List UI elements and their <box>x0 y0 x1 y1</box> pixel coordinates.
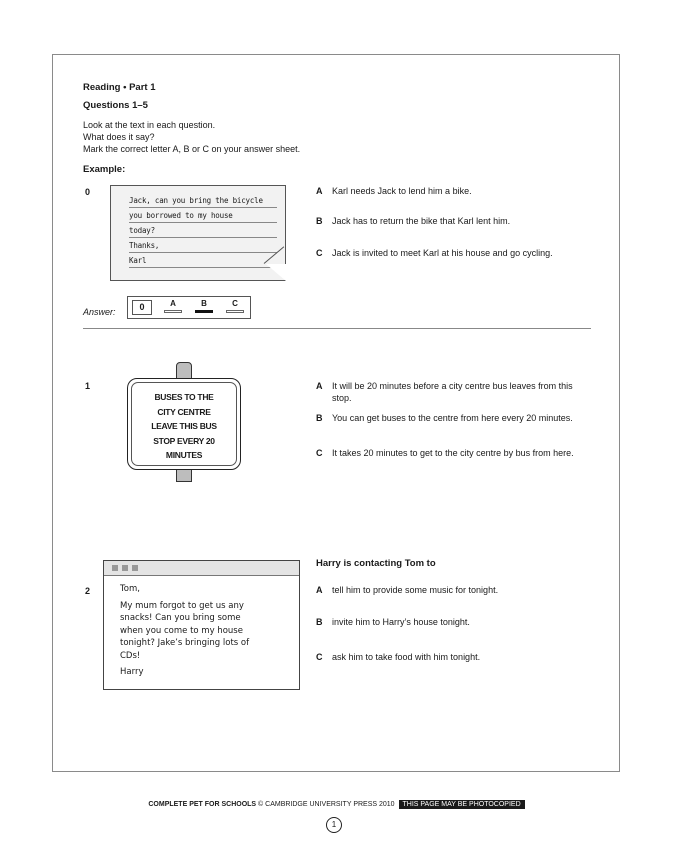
footer-title: COMPLETE PET FOR SCHOOLS <box>148 801 257 808</box>
option-text: It takes 20 minutes to get to the city centre by bus from here. <box>332 448 574 458</box>
option-text: Jack has to return the bike that Karl lent him. <box>332 216 511 226</box>
example-option-a <box>316 186 586 198</box>
instructions <box>83 119 403 155</box>
option-text: ask him to take food with him tonight. <box>332 652 481 662</box>
option-text: Jack is invited to meet Karl at his house and go cycling. <box>332 248 553 258</box>
note-line: Thanks, <box>129 240 277 253</box>
instruction-line: What does it say? <box>83 132 155 142</box>
answer-label: Answer: <box>83 307 116 317</box>
sign-line: BUSES TO THE <box>154 392 214 402</box>
example-number: 0 <box>85 187 91 197</box>
option-letter: C <box>316 248 323 258</box>
sign-line: STOP EVERY 20 <box>153 435 215 446</box>
answer-letter-c: C <box>232 299 238 308</box>
option-letter: B <box>316 617 323 627</box>
message-line: Tom, <box>120 584 140 594</box>
section-divider <box>83 328 591 329</box>
footer-copyright: © CAMBRIDGE UNIVERSITY PRESS 2010 <box>258 801 395 808</box>
answer-mark-c[interactable] <box>226 310 244 313</box>
photocopy-notice: THIS PAGE MAY BE PHOTOCOPIED <box>399 800 525 809</box>
message-line: My mum forgot to get us any <box>120 600 244 611</box>
note-line: today? <box>129 225 277 238</box>
option-letter: B <box>316 216 323 226</box>
option-text: It will be 20 minutes before a city centre bus leaves from this stop. <box>332 381 573 403</box>
note-line: Jack, can you bring the bicycle <box>129 195 277 208</box>
question-2-number: 2 <box>85 586 91 596</box>
message-line: CDs! <box>120 650 141 661</box>
answer-question-number: 0 <box>132 300 152 315</box>
example-option-b <box>316 216 586 228</box>
message-line: Harry <box>120 667 144 677</box>
sign-line: LEAVE THIS BUS <box>151 421 217 431</box>
note-line: you borrowed to my house <box>129 210 277 223</box>
question-2-option-b[interactable] <box>316 617 586 629</box>
message-window <box>103 560 300 690</box>
question-1-option-c[interactable] <box>316 448 586 460</box>
answer-letter-b: B <box>201 299 207 308</box>
option-letter: A <box>316 585 323 595</box>
example-label: Example: <box>83 164 126 175</box>
option-text: You can get buses to the centre from here every 20 minutes. <box>332 413 573 423</box>
sign-text <box>128 390 240 463</box>
question-2-prompt: Harry is contacting Tom to <box>316 558 436 569</box>
option-text: Karl needs Jack to lend him a bike. <box>332 186 472 196</box>
question-1-option-b[interactable] <box>316 413 586 425</box>
question-1-number: 1 <box>85 381 91 391</box>
message-line: tonight? Jake’s bringing lots of <box>120 638 250 648</box>
option-letter: C <box>316 652 323 662</box>
message-line: snacks! Can you bring some <box>120 613 241 623</box>
window-dot-icon <box>132 565 138 571</box>
sign-line: CITY CENTRE <box>157 406 211 417</box>
answer-box <box>127 296 251 319</box>
answer-letter-a: A <box>170 299 176 308</box>
footer <box>0 801 673 808</box>
note-line: Karl <box>129 255 277 268</box>
instruction-line: Mark the correct letter A, B or C on your answer sheet. <box>83 144 301 154</box>
option-letter: A <box>316 381 323 391</box>
bus-stop-sign <box>127 378 241 470</box>
questions-title: Questions 1–5 <box>83 100 148 111</box>
option-letter: C <box>316 448 323 458</box>
answer-mark-a[interactable] <box>164 310 182 313</box>
sign-post-bottom <box>176 468 192 482</box>
message-line: when you come to my house <box>120 625 243 636</box>
page-number: 1 <box>326 817 342 833</box>
window-dot-icon <box>122 565 128 571</box>
sign-line: MINUTES <box>165 450 203 460</box>
instruction-line: Look at the text in each question. <box>83 120 216 130</box>
window-dot-icon <box>112 565 118 571</box>
example-note <box>110 185 286 281</box>
example-option-c <box>316 248 586 260</box>
section-title: Reading • Part 1 <box>83 82 156 93</box>
option-letter: B <box>316 413 323 423</box>
message-body <box>120 583 290 679</box>
option-text: tell him to provide some music for tonight. <box>332 585 499 595</box>
answer-mark-b[interactable] <box>195 310 213 313</box>
option-text: invite him to Harry’s house tonight. <box>332 617 470 627</box>
note-fold-corner <box>266 264 286 281</box>
question-2-option-a[interactable] <box>316 585 586 597</box>
question-1-option-a[interactable] <box>316 381 586 404</box>
question-2-option-c[interactable] <box>316 652 586 664</box>
option-letter: A <box>316 186 323 196</box>
message-title-bar <box>104 561 299 576</box>
